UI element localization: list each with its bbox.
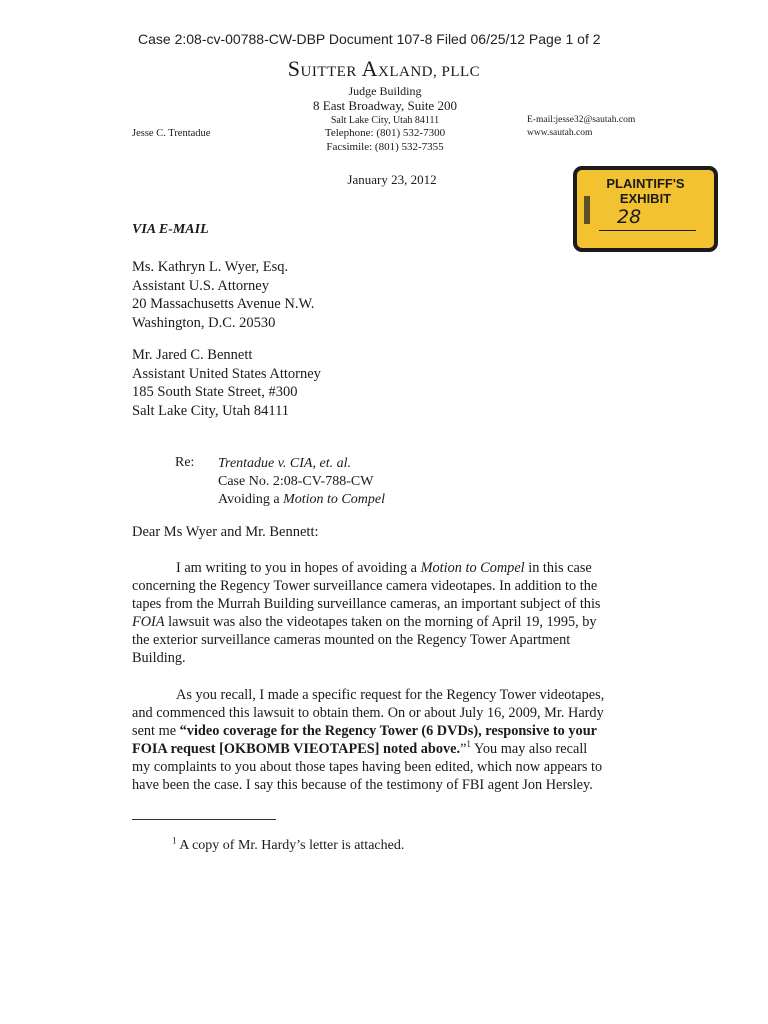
address-line: 185 South State Street, #300 <box>132 384 298 400</box>
court-filing-header: Case 2:08-cv-00788-CW-DBP Document 107-8 Filed 06/25/12 Page 1 of 2 <box>138 31 601 47</box>
paragraph-line: and commenced this lawsuit to obtain them. On or about July 16, 2009, Mr. Hardy <box>132 705 604 721</box>
case-number: Case No. 2:08-CV-788-CW <box>218 474 374 489</box>
text-run: in this case <box>524 560 592 576</box>
paragraph-line: As you recall, I made a specific request for the Regency Tower videotapes, <box>176 687 605 703</box>
body-paragraph-1 <box>132 559 644 667</box>
firm-email: E-mail:jesse32@sautah.com <box>527 115 636 125</box>
address-line: 20 Massachusetts Avenue N.W. <box>132 296 315 312</box>
paragraph-line: Building. <box>132 650 186 666</box>
paragraph-line: the exterior surveillance cameras mounted on the Regency Tower Apartment <box>132 632 571 648</box>
paragraph-line: concerning the Regency Tower surveillance camera videotapes. In addition to the <box>132 578 598 594</box>
case-title: Trentadue v. CIA, et. al. <box>218 456 351 471</box>
exhibit-number: 28 <box>617 206 642 228</box>
paragraph-line <box>132 740 644 758</box>
address-line: Mr. Jared C. Bennett <box>132 347 253 363</box>
firm-facsimile: Facsimile: (801) 532-7355 <box>326 141 444 153</box>
footnote <box>172 835 405 854</box>
firm-telephone: Telephone: (801) 532-7300 <box>324 127 446 139</box>
address-line: Salt Lake City, Utah 84111 <box>132 402 290 419</box>
re-subject-block <box>218 455 385 509</box>
footnote-reference: 1 <box>466 739 471 750</box>
firm-suffix: , PLLC <box>433 64 481 80</box>
firm-building: Judge Building <box>348 84 422 98</box>
delivery-method: VIA E-MAIL <box>132 222 209 237</box>
text-run: lawsuit was also the videotapes taken on the morning of April 19, 1995, by <box>164 614 597 630</box>
exhibit-number-underline <box>599 230 696 231</box>
footnote-text: A copy of Mr. Hardy’s letter is attached. <box>176 838 405 853</box>
address-line: Assistant U.S. Attorney <box>132 277 269 294</box>
italic-run: Motion to Compel <box>420 560 525 576</box>
bold-run: “video coverage for the Regency Tower (6 DVDs), responsive to your <box>179 723 597 739</box>
exhibit-sticker <box>573 166 718 252</box>
address-line: Washington, D.C. 20530 <box>132 314 276 331</box>
address-line: Assistant United States Attorney <box>132 365 321 382</box>
paragraph-line: tapes from the Murrah Building surveillance cameras, an important subject of this <box>132 596 601 612</box>
firm-street: 8 East Broadway, Suite 200 <box>313 98 457 113</box>
paragraph-line <box>132 559 644 577</box>
text-run: You may also recall <box>470 741 588 757</box>
footnote-marker: 1 <box>172 835 177 846</box>
letter-date: January 23, 2012 <box>347 172 437 187</box>
paragraph-line: have been the case. I say this because of the testimony of FBI agent Jon Hersley. <box>132 777 593 793</box>
salutation: Dear Ms Wyer and Mr. Bennett: <box>132 524 319 540</box>
re-subject <box>218 491 385 509</box>
exhibit-line-2: EXHIBIT <box>619 191 672 206</box>
firm-city: Salt Lake City, Utah 84111 <box>330 115 440 126</box>
recipient-address-1 <box>132 258 314 332</box>
paragraph-line: my complaints to you about those tapes having been edited, which now appears to <box>132 759 603 775</box>
text-run: sent me <box>132 723 180 739</box>
text-run: I am writing to you in hopes of avoiding a <box>176 560 421 576</box>
footnote-divider <box>132 819 276 820</box>
firm-name <box>0 56 768 82</box>
italic-run: FOIA <box>132 614 165 630</box>
text-run: ” <box>460 741 467 757</box>
recipient-address-2 <box>132 346 321 420</box>
exhibit-line-1: PLAINTIFF'S <box>606 176 685 191</box>
exhibit-sticker-title <box>577 176 714 206</box>
firm-website: www.sautah.com <box>527 128 593 138</box>
address-line: Ms. Kathryn L. Wyer, Esq. <box>132 259 289 275</box>
attorney-name: Jesse C. Trentadue <box>132 128 211 139</box>
paragraph-line <box>132 722 644 740</box>
re-label: Re: <box>175 455 195 470</box>
paragraph-line <box>132 613 644 631</box>
re-subject-italic: Motion to Compel <box>283 492 385 507</box>
body-paragraph-2 <box>132 686 644 794</box>
bold-run: FOIA request [OKBOMB VIEOTAPES] noted above. <box>132 741 461 757</box>
re-subject-prefix: Avoiding a <box>218 492 284 507</box>
firm-name-text: Suitter Axland <box>287 56 434 81</box>
